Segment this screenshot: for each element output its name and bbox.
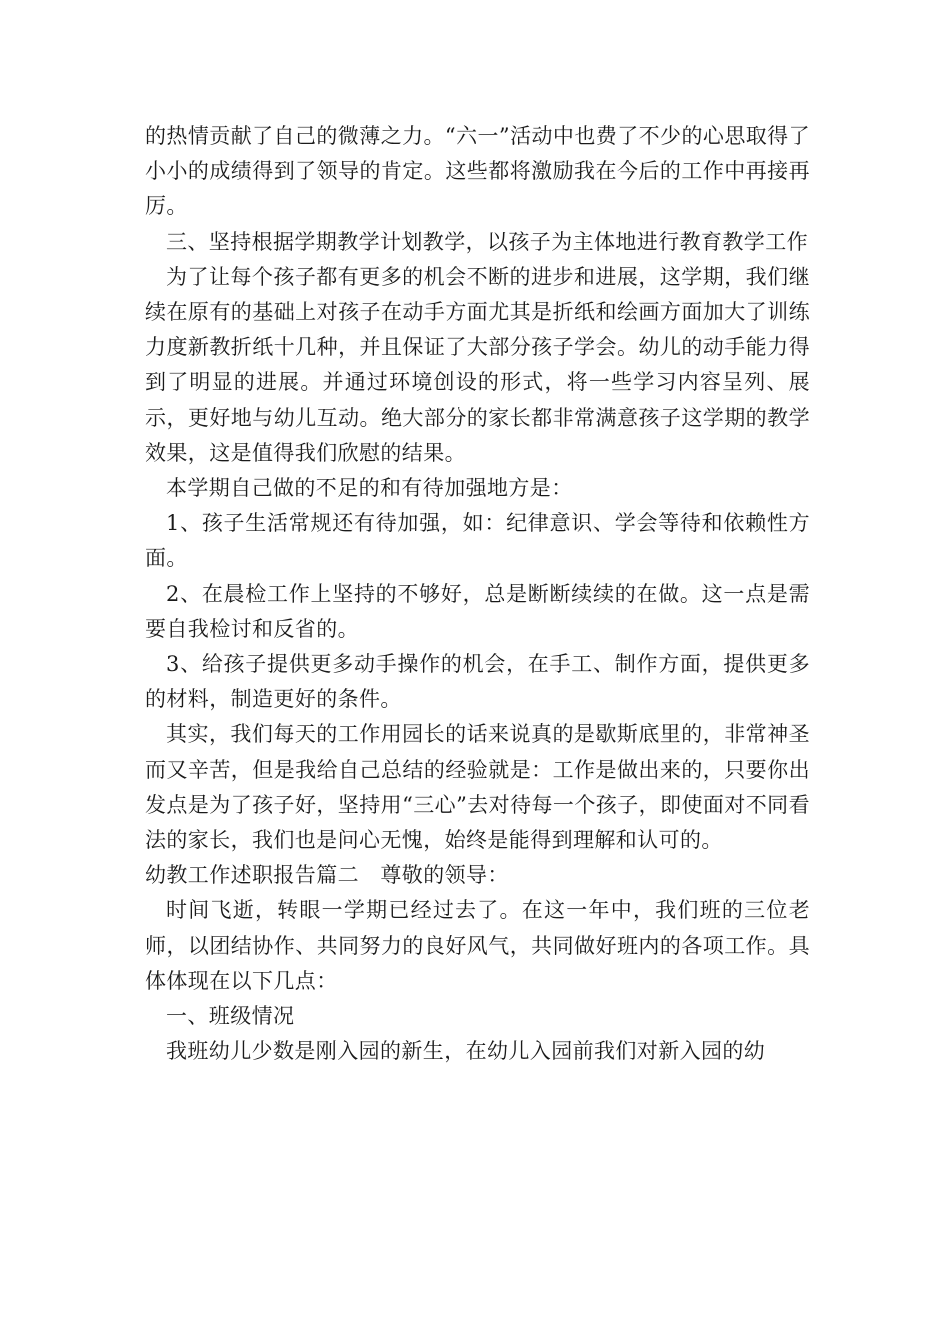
paragraph-3: 为了让每个孩子都有更多的机会不断的进步和进展，这学期，我们继续在原有的基础上对孩子在动手方面尤其是折纸和绘画方面加大了训练力度新教折纸十几种，并且保证了大部分孩子学会。幼儿的动手能力得到了明显的进展。并通过环境创设的形式，将一些学习内容呈列、展示，更好地与幼儿互动。绝大部分的家长都非常满意孩子这学期的教学效果，这是值得我们欣慰的结果。	[145, 264, 810, 465]
document-body	[145, 119, 810, 1069]
list-item-2: 2、在晨检工作上坚持的不够好，总是断断续续的在做。这一点是需要自我检讨和反省的。	[145, 581, 810, 641]
paragraph-5: 其实，我们每天的工作用园长的话来说真的是歇斯底里的，非常神圣而又辛苦，但是我给自己总结的经验就是：工作是做出来的，只要你出发点是为了孩子好，坚持用“三心”去对待每一个孩子，即使面对不同看法的家长，我们也是问心无愧，始终是能得到理解和认可的。	[145, 722, 810, 853]
paragraph-1: 的热情贡献了自己的微薄之力。“六一”活动中也费了不少的心思取得了小小的成绩得到了领导的肯定。这些都将激励我在今后的工作中再接再厉。	[145, 124, 810, 219]
list-item-1: 1、孩子生活常规还有待加强，如：纪律意识、学会等待和依赖性方面。	[145, 511, 810, 571]
paragraph-2-heading: 三、坚持根据学期教学计划教学，以孩子为主体地进行教育教学工作	[166, 229, 808, 254]
paragraph-4: 本学期自己做的不足的和有待加强地方是：	[166, 476, 573, 501]
section-title: 幼教工作述职报告篇二 尊敬的领导：	[145, 863, 509, 888]
paragraph-8: 我班幼儿少数是刚入园的新生，在幼儿入园前我们对新入园的幼	[166, 1039, 766, 1064]
list-item-3: 3、给孩子提供更多动手操作的机会，在手工、制作方面，提供更多的材料，制造更好的条件。	[145, 652, 810, 712]
paragraph-6: 时间飞逝，转眼一学期已经过去了。在这一年中，我们班的三位老师，以团结协作、共同努力的良好风气，共同做好班内的各项工作。具体体现在以下几点：	[145, 898, 810, 993]
paragraph-7-heading: 一、班级情况	[166, 1004, 295, 1029]
